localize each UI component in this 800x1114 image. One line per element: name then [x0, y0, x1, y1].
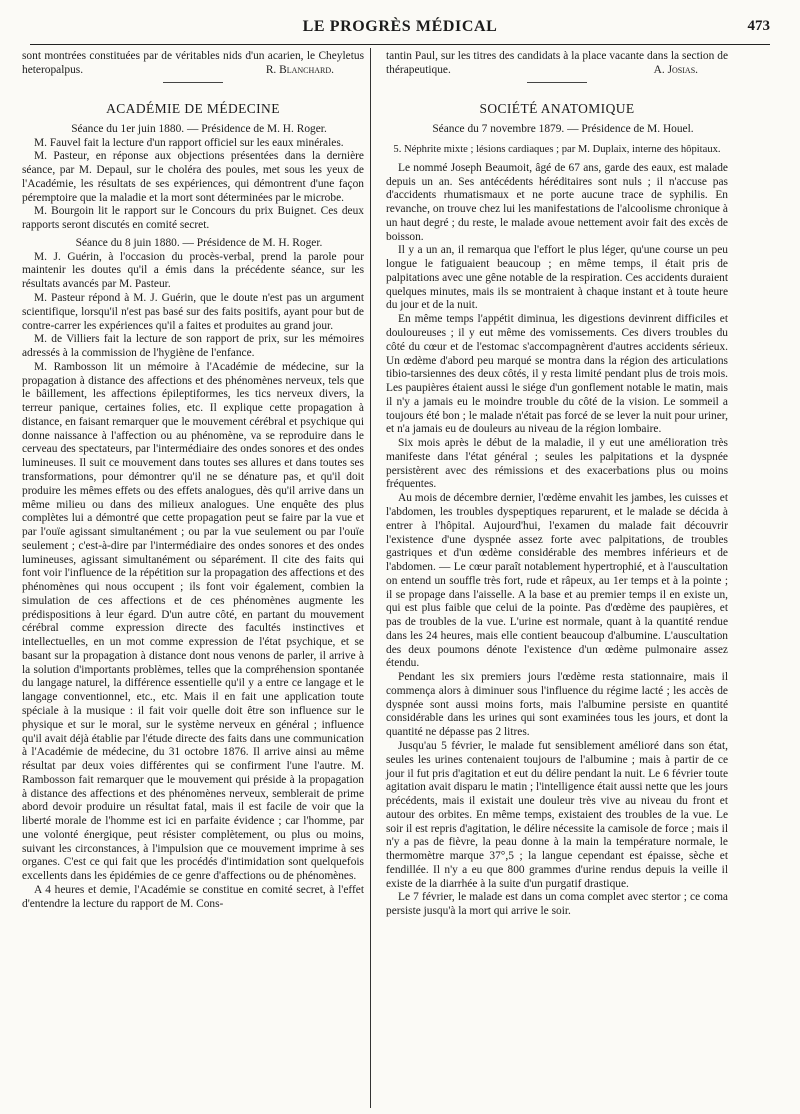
journal-title: LE PROGRÈS MÉDICAL: [302, 18, 498, 35]
paragraph: M. Bourgoin lit le rapport sur le Concours du prix Buignet. Ces deux rapports seront discutés en comité secret.: [22, 205, 364, 232]
left-intro-signature: R. Blanchard.: [265, 63, 334, 76]
section-title-academie: ACADÉMIE DE MÉDECINE: [106, 100, 280, 116]
paragraph: Six mois après le début de la maladie, il y eut une amélioration très manifeste dans l'état général ; seules les palpitations et la dyspnée persistèrent avec des rémissions et des exacerbations plus ou moins fréquentes.: [386, 437, 728, 491]
paragraph: M. de Villiers fait la lecture de son rapport de prix, sur les mémoires adressés à la commission de l'hygiène de l'enfance.: [22, 333, 364, 360]
page-header: [30, 18, 770, 44]
seance-heading: Séance du 7 novembre 1879. — Présidence de M. Houel.: [432, 122, 694, 135]
section-title-societe: SOCIÉTÉ ANATOMIQUE: [479, 100, 635, 116]
left-intro: [22, 50, 364, 78]
paragraph: M. Rambosson lit un mémoire à l'Académie de médecine, sur la propagation à distance des affections et des phénomènes nerveux, tels que le bâillement, les affections épileptiformes, les tics nerveux divers, la terreur panique, certaines folies, etc. Il explique cette propagation à distance, en faisant remarquer que le mouvement cérébral et psychique qui donne naissance à l'affection ou au phénomène, va se reproduire dans le cerveau des spectateurs, par l'intermédiaire des ondes sonores et des ondes lumineuses. Il suit ce mouvement dans toutes ses allures et dans toutes ses transformations, pour démontrer qu'il ne se dénature pas, et qu'il doit produire les mêmes effets ou des effets analogues, dès qu'il arrive dans un même milieu ou dans des milieux analogues. Une enquête des plus complètes lui a démontré que cette propagation peut se faire par la vue et par l'ouïe agissant simultanément ; ou par la vue seulement ou par l'ouïe seulement ; c'est-à-dire par l'intermédiaire des ondes sonores et des ondes lumineuses, agissant simultanément ou séparément. Il cite des faits qui font voir l'influence de la répétition sur la propagation des affections et des phénomènes qui nous occupent ; ils font voir également, combien la simulation de ces affections et de ces phénomènes augmente les prédispositions à leur égard. D'un autre côté, en partant du mouvement cérébral comme expression directe des facultés instinctives et intellectuelles, en un mot comme expression de l'état psychique, et se basant sur la propagation à distance dont nous venons de parler, il arrive à la solution d'importants problèmes, telles que la compréhension spontanée du langage naturel, la différence essentielle qu'il y a entre ce langage et le langage conventionnel, etc., etc. Mais il en fait une application toute spéciale à la musique : il fait voir quelle doit être son influence sur le physique et sur le moral, sur le système nerveux en général ; influence qu'il avait déjà établie par l'étude directe des faits dans une communication à l'Académie de médecine, du 31 octobre 1876. Il arrive ainsi au même résultat par deux voies différentes qui se confirment l'une l'autre. M. Rambosson fait remarquer que le mouvement qui préside à la propagation à distance des affections et des phénomènes nerveux, semblerait de prime abord devoir produire un résultat fatal, mais il est facile de voir que la liberté morale de l'homme est ici en parfaite évidence ; car l'homme, par une volonté énergique, peut résister complètement, ou plus ou moins, suivant les circonstances, à l'impulsion que ce mouvement imprime à ses organes. C'est ce qui fait que les procédés d'intimidation sont quelquefois excellents dans les épidémies de ce genre d'affections ou de phénomènes.: [22, 360, 364, 883]
paragraph: M. Pasteur répond à M. J. Guérin, que le doute n'est pas un argument scientifique, lorsqu'il n'est pas basé sur des faits positifs, ayant pour but de contre-carrer les expériences qu'il a faites et produites au grand jour.: [22, 292, 364, 332]
left-column: [22, 50, 364, 911]
right-intro-signature: A. Josias.: [653, 63, 698, 76]
paragraph: Il y a un an, il remarqua que l'effort le plus léger, qu'une course un peu longue le fatiguaient beaucoup ; en même temps, il était pris de palpitations avec une gêne notable de la respiration. Ces accidents duraient quelques minutes, mais ils se montraient à chaque instant et à toute heure du jour et de la nuit.: [386, 244, 728, 312]
seance-heading-2: Séance du 8 juin 1880. — Présidence de M. H. Roger.: [75, 236, 323, 249]
right-column: [386, 50, 728, 919]
paragraph: Le nommé Joseph Beaumoit, âgé de 67 ans, garde des eaux, est malade depuis un an. Ses antécédents héréditaires sont nuls ; il n'accuse pas d'accidents rhumatismaux et ne porte aucune trace de syphilis. En revanche, on trouve chez lui les manifestations de l'alcoolisme chronique à un haut degré ; du reste, le malade avoue nettement avoir fait des excès de boisson.: [386, 161, 728, 243]
paragraph: Au mois de décembre dernier, l'œdème envahit les jambes, les cuisses et l'abdomen, les troubles dyspeptiques reparurent, et le malade se décida à entrer à l'hôpital. Aujourd'hui, l'examen du malade fait découvrir l'existence d'une dyspnée assez forte avec palpitations, de troubles gastriques et d'un œdème considérable des membres inférieurs et de l'abdomen. — Le cœur paraît notablement hypertrophié, et à l'auscultation on entend un souffle très fort, rude et râpeux, au 1er temps et à la pointe ; il se propage dans l'aisselle. A la base et au premier temps il en existe un, qui est plus faible que celui de la pointe. Pas d'œdème des paupières, et pas de troubles de la vue. L'urine est normale, quant à la quantité rendue dans les 24 heures, mais elle contient beaucoup d'albumine. L'auscultation des deux poumons dénote l'existence d'un œdème pulmonaire assez étendu.: [386, 492, 728, 670]
left-intro-text: sont montrées constituées par de véritables nids d'un acarien, le Cheyletus heteropalpus.: [22, 50, 364, 76]
paragraph: Le 7 février, le malade est dans un coma complet avec stertor ; ce coma persiste jusqu'à la mort qui arrive le soir.: [386, 891, 728, 918]
separator-rule: [527, 82, 587, 83]
separator-rule: [163, 82, 223, 83]
right-intro-text: tantin Paul, sur les titres des candidats à la place vacante dans la section de thérapeutique.: [386, 50, 728, 76]
paragraph: Jusqu'au 5 février, le malade fut sensiblement amélioré dans son état, seules les urines contenaient toujours de l'albumine ; mais à partir de ce jour il fut pris d'agitation et eut du délire pendant la nuit. Le 6 février toute agitation avait disparu le matin ; l'intelligence était aussi nette que les jours précédents, mais il existait une douleur très vive au niveau du front et autour des orbites. En même temps, existaient des troubles de la vue. Le soir il est repris d'agitation, le délire nécessite la camisole de force ; mais il n'y a pas de fièvre, la peau donne à la main la température normale, le thermomètre marque 37°,5 ; la langue cependant est épaisse, sèche et fendillée. Il n'y a eu que 800 grammes d'urine rendus depuis la veille il existe de la diarrhée à la suite d'un purgatif drastique.: [386, 739, 728, 890]
column-divider: [370, 48, 371, 1108]
paragraph: En même temps l'appétit diminua, les digestions devinrent difficiles et douloureuses ; il y eut même des vomissements. Ces divers troubles du côté du cœur et de l'estomac s'accompagnèrent d'autres accidents sérieux. Un œdème d'abord peu marqué se montra dans la région des articulations tibio-tarsiennes des deux côtés, il y resta limité pendant plus de trois mois. Les paupières étaient aussi le siége d'un gonflement notable le matin, mais il n'y a jamais eu le moindre trouble du côté de la vision. Le sommeil a toujours été bon ; le malade n'était pas forcé de se lever la nuit pour uriner, et n'a jamais eu de douleurs au niveau de la région lombaire.: [386, 313, 728, 436]
seance-heading-1: Séance du 1er juin 1880. — Présidence de M. H. Roger.: [71, 122, 327, 135]
page-number: 473: [747, 18, 770, 34]
right-intro: [386, 50, 728, 78]
paragraph: Pendant les six premiers jours l'œdème resta stationnaire, mais il commença alors à diminuer sous l'influence du régime lacté ; les accès de dyspnée sont aussi moins forts, mais l'albumine persiste en quantité considérable dans les urines qui sont examinées tous les jours, et dont la quantité ne dépasse pas 2 litres.: [386, 671, 728, 739]
paragraph: M. Fauvel fait la lecture d'un rapport officiel sur les eaux minérales.: [34, 136, 344, 149]
header-rule: [30, 44, 770, 45]
paragraph: M. Pasteur, en réponse aux objections présentées dans la dernière séance, par M. Depaul, sur le choléra des poules, met sous les yeux de l'Académie, les résultats de ses expériences, qui démontrent d'une façon péremptoire que la maladie et la mort sont déterminées par le microbe.: [22, 150, 364, 204]
paragraph: A 4 heures et demie, l'Académie se constitue en comité secret, à l'effet d'entendre la lecture du rapport de M. Cons-: [22, 883, 364, 910]
paragraph: M. J. Guérin, à l'occasion du procès-verbal, prend la parole pour maintenir les doutes qu'il a émis dans la précédente séance, sur les résultats avancés par M. Pasteur.: [22, 250, 364, 291]
case-heading: 5. Néphrite mixte ; lésions cardiaques ; par M. Duplaix, interne des hôpitaux.: [393, 143, 721, 155]
